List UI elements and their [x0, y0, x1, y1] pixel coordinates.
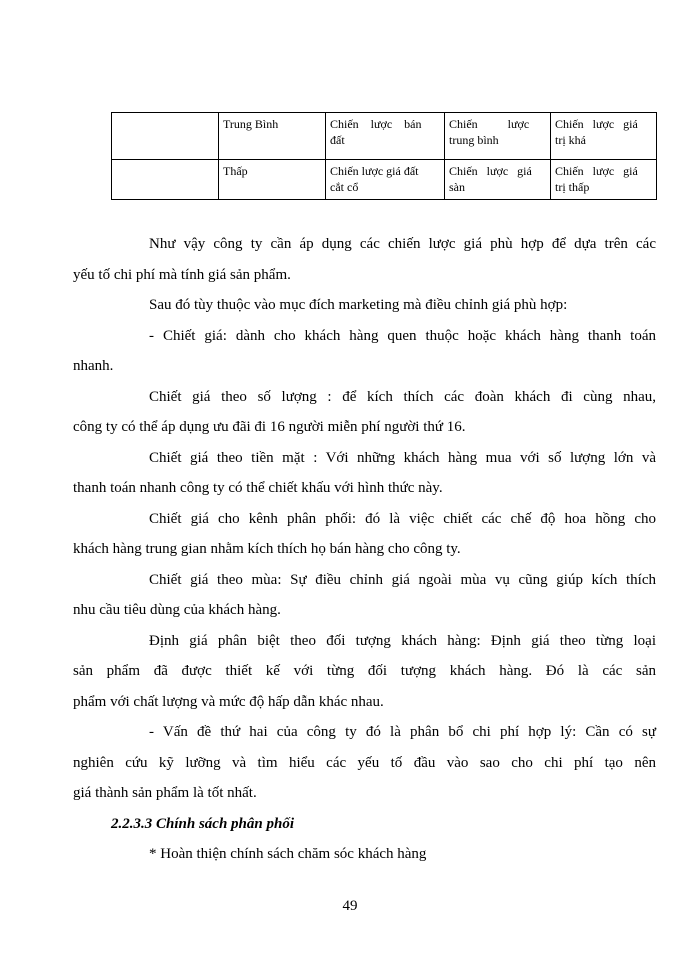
paragraph: Sau đó tùy thuộc vào mục đích marketing mà điều chỉnh giá phù hợp: [149, 297, 568, 313]
paragraph: Định giá phân biệt theo đối tượng khách hàng: Định giá theo từng loại sản phẩm đã được thiết kế với từng đối tượng khách hàng. Đó là các sản phẩm với chất lượng và mức độ hấp dẫn khác nhau. [73, 632, 656, 710]
paragraph: Chiết giá theo số lượng : để kích thích các đoàn khách đi cùng nhau, công ty có thể áp dụng ưu đãi đi 16 người miễn phí người thứ 16. [73, 388, 656, 435]
paragraph: Chiết giá theo mùa: Sự điều chỉnh giá ngoài mùa vụ cũng giúp kích thích nhu cầu tiêu dùng của khách hàng. [73, 571, 656, 618]
table-cell: Chiến lược trung bình [445, 113, 551, 160]
body-text [73, 229, 656, 870]
paragraph: Chiết giá theo tiền mặt : Với những khách hàng mua với số lượng lớn và thanh toán nhanh công ty có thể chiết khấu với hình thức này. [73, 449, 656, 496]
table-cell: Chiến lược giá sàn [445, 160, 551, 200]
table-cell-empty [112, 160, 219, 200]
section-heading: 2.2.3.3 Chính sách phân phối [111, 815, 294, 832]
paragraph: - Vấn đề thứ hai của công ty đó là phân bổ chi phí hợp lý: Cần có sự nghiên cứu kỹ lưỡng và tìm hiểu các yếu tố đầu vào sao cho chi phí tạo nên giá thành sản phẩm là tốt nhất. [73, 724, 656, 801]
table-row-label: Thấp [219, 160, 326, 200]
table-cell-empty [112, 113, 219, 160]
paragraph: - Chiết giá: dành cho khách hàng quen thuộc hoặc khách hàng thanh toán nhanh. [73, 327, 656, 374]
paragraph: Chiết giá cho kênh phân phối: đó là việc chiết các chế độ hoa hồng cho khách hàng trung gian nhằm kích thích họ bán hàng cho công ty. [73, 510, 656, 557]
table-cell: Chiến lược giá trị thấp [551, 160, 657, 200]
bullet-line: * Hoàn thiện chính sách chăm sóc khách hàng [149, 846, 427, 862]
table-row-label: Trung Bình [219, 113, 326, 160]
table-cell: Chiến lược giá đất cắt cổ [326, 160, 445, 200]
table-cell: Chiến lược bán đất [326, 113, 445, 160]
table-row [112, 160, 657, 200]
paragraph: Như vậy công ty cần áp dụng các chiến lược giá phù hợp để dựa trên các yếu tố chi phí mà tính giá sản phẩm. [73, 236, 656, 283]
table-cell: Chiến lược giá trị khá [551, 113, 657, 160]
pricing-strategy-table [111, 112, 657, 200]
table-row [112, 113, 657, 160]
page-number: 49 [342, 898, 358, 914]
